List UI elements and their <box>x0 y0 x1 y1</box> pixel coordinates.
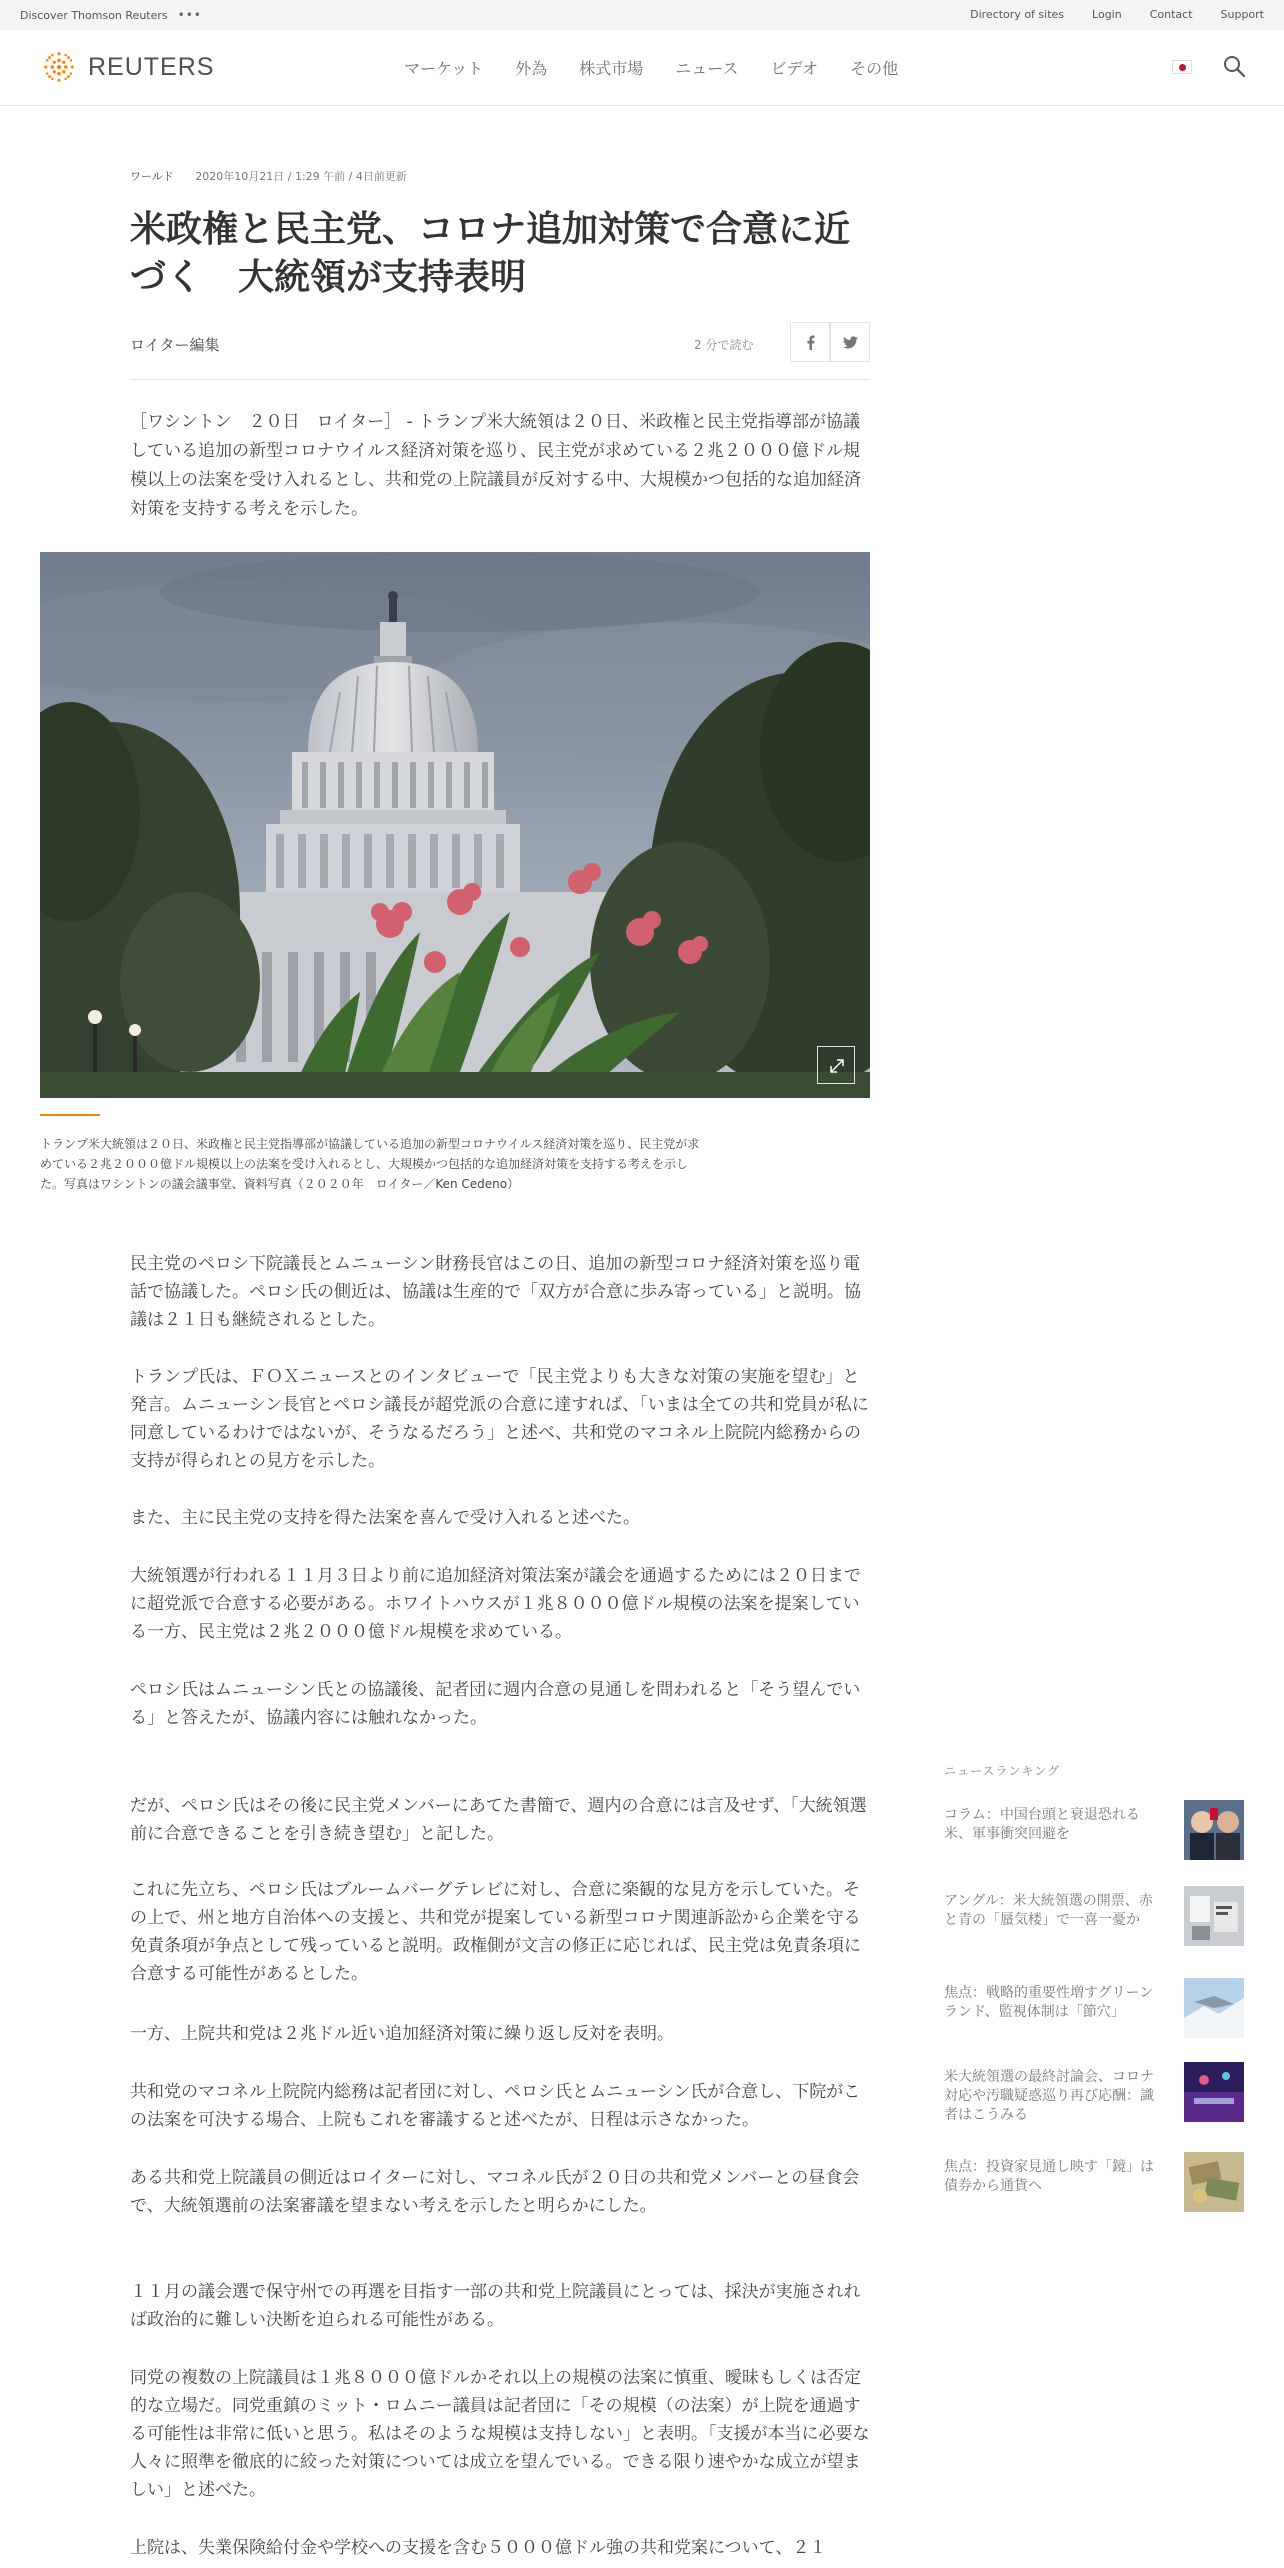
ranking-thumbnail[interactable] <box>1184 2152 1244 2212</box>
nav-news[interactable]: ニュース <box>675 59 739 78</box>
ranking-thumbnail[interactable] <box>1184 1800 1244 1860</box>
reuters-logo-icon <box>40 48 78 86</box>
more-icon[interactable]: ••• <box>177 8 202 22</box>
nav-stocks[interactable]: 株式市場 <box>579 59 644 78</box>
twitter-share-button[interactable] <box>830 322 870 362</box>
reuters-wordmark: REUTERS <box>88 52 215 81</box>
byline: ロイター編集 <box>130 336 220 354</box>
ranking-item-title[interactable]: 米大統領選の最終討論会、コロナ対応や汚職疑惑巡り再び応酬：識者はこうみる <box>944 2069 1154 2123</box>
directory-link[interactable]: Directory of sites <box>970 8 1065 21</box>
ranking-thumbnail[interactable] <box>1184 1886 1244 1946</box>
body-paragraph: トランプ氏は、ＦＯＸニュースとのインタビューで「民主党よりも大きな対策の実施を望む」と発言。ムニューシン長官とペロシ議長が超党派の合意に達すれば、「いまは全ての共和党員が私に同意しているわけではないが、そうなるだろう」と述べ、共和党のマコネル上院院内総務からの支持が得られとの見方を示した。 <box>130 1367 869 1471</box>
ranking-item[interactable] <box>944 1978 1244 2042</box>
read-time: 2 分で読む <box>694 338 754 352</box>
article-photo[interactable] <box>40 552 870 1098</box>
ranking-item-title[interactable]: 焦点：投資家見通し映す「鏡」は債券から通貨へ <box>944 2159 1154 2194</box>
expand-icon[interactable] <box>817 1046 855 1084</box>
facebook-share-button[interactable] <box>790 322 830 362</box>
ranking-item[interactable] <box>944 1886 1244 1950</box>
byline-row <box>130 320 870 380</box>
article-headline: 米政権と民主党、コロナ追加対策で合意に近づく 大統領が支持表明 <box>130 209 851 298</box>
ranking-item[interactable] <box>944 2152 1244 2216</box>
capitol-photo <box>40 552 870 1098</box>
article-meta <box>130 168 407 184</box>
ranking-item[interactable] <box>944 1800 1244 1864</box>
reuters-logo[interactable] <box>40 48 214 86</box>
ranking-item-title[interactable]: アングル：米大統領選の開票、赤と青の「蜃気楼」で一喜一憂か <box>944 1893 1153 1928</box>
lead-paragraph: ［ワシントン ２０日 ロイター］ - トランプ米大統領は２０日、米政権と民主党指導部が協議している追加の新型コロナウイルス経済対策を巡り、民主党が求めている２兆２０００億ドル規模以上の法案を受け入れるとし、共和党の上院議員が反対する中、大規模かつ包括的な追加経済対策を支持する考えを示した。 <box>130 412 861 519</box>
main-nav <box>404 56 930 79</box>
photo-caption: トランプ米大統領は２０日、米政権と民主党指導部が協議している追加の新型コロナウイルス経済対策を巡り、民主党が求めている２兆２０００億ドル規模以上の法案を受け入れるとし、大規模かつ包括的な追加経済対策を支持する考えを示した。写真はワシントンの議会議事堂、資料写真（２０２０年 ロイター／Ken Cedeno） <box>40 1137 700 1191</box>
news-ranking-title: ニュースランキング <box>944 1764 1061 1778</box>
nav-forex[interactable]: 外為 <box>515 59 548 78</box>
japan-flag-icon[interactable] <box>1172 60 1192 74</box>
discover-link[interactable]: Discover Thomson Reuters <box>20 8 168 22</box>
body-paragraph: 同党の複数の上院議員は１兆８０００億ドルかそれ以上の規模の法案に慎重、曖昧もしくは否定的な立場だ。同党重鎮のミット・ロムニー議員は記者団に「その規模（の法案）が上院を通過する可能性は非常に低いと思う。私はそのような規模は支持しない」と表明。「支援が本当に必要な人々に照準を徹底的に絞った対策については成立を望んでいる。できる限り速やかな成立が望ましい」と述べた。 <box>130 2368 870 2500</box>
login-link[interactable]: Login <box>1092 8 1122 21</box>
category-link[interactable]: ワールド <box>130 170 174 183</box>
contact-link[interactable]: Contact <box>1149 8 1193 21</box>
ranking-thumbnail[interactable] <box>1184 2062 1244 2122</box>
body-paragraph: また、主に民主党の支持を得た法案を喜んで受け入れると述べた。 <box>130 1508 640 1528</box>
utility-bar <box>0 0 1284 30</box>
dateline: 2020年10月21日 / 1:29 午前 / 4日前更新 <box>195 170 407 183</box>
body-paragraph: 大統領選が行われる１１月３日より前に追加経済対策法案が議会を通過するためには２０日までに超党派で合意する必要がある。ホワイトハウスが１兆８０００億ドル規模の法案を提案している一方、民主党は２兆２０００億ドル規模を求めている。 <box>130 1566 861 1642</box>
body-paragraph: ある共和党上院議員の側近はロイターに対し、マコネル氏が２０日の共和党メンバーとの昼食会で、大統領選前の法案審議を望まない考えを示したと明らかにした。 <box>130 2168 860 2216</box>
ranking-item[interactable] <box>944 2062 1244 2126</box>
nav-more[interactable]: その他 <box>850 59 899 78</box>
body-paragraph: 上院は、失業保険給付金や学校への支援を含む５０００億ドル強の共和党案について、２１ <box>130 2538 827 2558</box>
body-paragraph: これに先立ち、ペロシ氏はブルームバーグテレビに対し、合意に楽観的な見方を示していた。その上で、州と地方自治体への支援と、共和党が提案している新型コロナ関連訴訟から企業を守る免責条項が争点として残っていると説明。政権側が文言の修正に応じれば、民主党は免責条項に合意する可能性があるとした。 <box>130 1880 861 1984</box>
body-paragraph: 一方、上院共和党は２兆ドル近い追加経済対策に繰り返し反対を表明。 <box>130 2024 674 2044</box>
site-header <box>0 30 1284 106</box>
body-paragraph: １１月の議会選で保守州での再選を目指す一部の共和党上院議員にとっては、採決が実施されれば政治的に難しい決断を迫られる可能性がある。 <box>130 2282 861 2330</box>
body-paragraph: ペロシ氏はムニューシン氏との協議後、記者団に週内合意の見通しを問われると「そう望んでいる」と答えたが、協議内容には触れなかった。 <box>130 1680 861 1728</box>
twitter-icon <box>843 336 858 349</box>
body-paragraph: 民主党のペロシ下院議長とムニューシン財務長官はこの日、追加の新型コロナ経済対策を巡り電話で協議した。ペロシ氏の側近は、協議は生産的で「双方が合意に歩み寄っている」と説明。協議は２１日も継続されるとした。 <box>130 1254 861 1330</box>
ranking-thumbnail[interactable] <box>1184 1978 1244 2038</box>
ranking-item-title[interactable]: 焦点：戦略的重要性増すグリーンランド、監視体制は「節穴」 <box>944 1985 1154 2020</box>
nav-video[interactable]: ビデオ <box>770 59 819 78</box>
body-paragraph: 共和党のマコネル上院院内総務は記者団に対し、ペロシ氏とムニューシン氏が合意し、下院がこの法案を可決する場合、上院もこれを審議すると述べたが、日程は示さなかった。 <box>130 2082 861 2130</box>
caption-rule <box>40 1114 100 1116</box>
support-link[interactable]: Support <box>1220 8 1264 21</box>
search-icon[interactable] <box>1222 54 1246 78</box>
nav-markets[interactable]: マーケット <box>404 59 484 78</box>
facebook-icon <box>806 335 815 350</box>
body-paragraph: だが、ペロシ氏はその後に民主党メンバーにあてた書簡で、週内の合意には言及せず、「大統領選前に合意できることを引き続き望む」と記した。 <box>130 1796 867 1844</box>
expand-arrows-icon <box>818 1047 856 1085</box>
ranking-item-title[interactable]: コラム：中国台頭と衰退恐れる米、軍事衝突回避を <box>944 1807 1140 1842</box>
